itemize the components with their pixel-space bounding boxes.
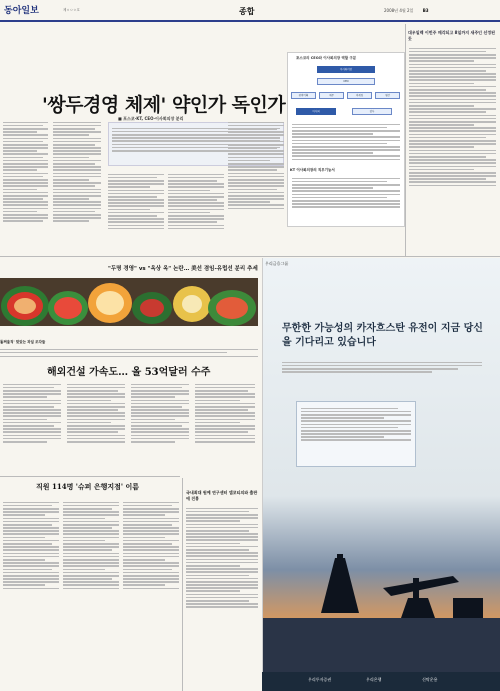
article-divider	[0, 356, 258, 357]
article2-column-3	[131, 382, 189, 444]
article2-column-4	[195, 382, 255, 444]
article3-headline: 직원 114명 '슈퍼 은행지점' 이름	[36, 482, 140, 491]
article3-column-2	[63, 500, 119, 591]
article3-column-1	[3, 500, 59, 591]
main-byline: ■ 포스코·KT, CEO·이사회의장 분리	[118, 116, 184, 121]
diagram-box-marketing: 마케팅	[347, 92, 372, 99]
article-column-4	[168, 172, 224, 231]
article3-column-3	[123, 500, 179, 591]
article4-headline: 국내최대 원예 연구센터 앱코티의와 출판에 진흥	[186, 490, 258, 501]
issue-number: 제ㅇㅇㅇ호	[63, 8, 80, 12]
article-divider-2	[0, 476, 180, 477]
diagram-box-chair: 이사회의장	[317, 66, 375, 73]
ad-footer-bank: 우리은행	[366, 677, 382, 682]
ad-headline: 무한한 가능성의 카자흐스탄 유전이 지금 당신을 기다리고 있습니다	[282, 323, 483, 348]
page-number: B3	[422, 8, 429, 13]
ad-footer-trust: 신탁운용	[422, 677, 438, 682]
date-text: 2008년 4월 2일	[384, 8, 414, 13]
article2-column-2	[67, 382, 125, 444]
ad-info-box	[296, 401, 416, 467]
kt-diagram-title: KT 이사회의장의 직무기능서	[290, 168, 335, 172]
article4-body	[186, 506, 258, 610]
ad-footer	[262, 672, 500, 691]
ad-footer-securities: 우리투자증권	[308, 677, 332, 682]
diagram-title: 포스코의 CEO와 이사회의장 역할 구분	[296, 56, 357, 60]
diagram-box-production: 생산	[375, 92, 400, 99]
article-column-1	[3, 120, 48, 224]
diagram-box-audit: 감사	[352, 108, 392, 115]
article-column-5	[228, 120, 284, 211]
diagram-box-ceo: CEO	[317, 78, 375, 85]
section-title: 종합	[239, 7, 255, 16]
column-divider-2	[182, 478, 183, 691]
newspaper-logo: 동아일보	[4, 6, 39, 16]
diagram-list	[292, 122, 400, 162]
ad-body-text	[282, 360, 482, 374]
photo-caption	[0, 328, 258, 355]
diagram-box-strategy: 전략기획	[291, 92, 316, 99]
kt-list	[292, 176, 400, 209]
diagram-box-board: 이사회	[296, 108, 336, 115]
article-column-2	[53, 120, 101, 224]
main-headline: '쌍두경영 체제' 약인가 독인가	[42, 94, 286, 116]
sidebar-article-body	[409, 46, 496, 188]
caption-title: 돌쩌울직' 맞았는 과일 조각들	[0, 340, 46, 344]
article-column-3	[108, 172, 164, 231]
section-divider	[0, 256, 500, 257]
article2-headline: 해외건설 가속도… 올 53억달러 수주	[47, 367, 211, 378]
main-subhead: "두명 경영" vs "옥상 옥" 논란… 美선 겸임-유럽선 분리 추세	[108, 266, 258, 272]
column-divider	[405, 24, 406, 256]
fruit-photo	[0, 278, 258, 326]
diagram-box-finance: 재무	[319, 92, 344, 99]
ad-brand: 우리금융그룹	[265, 261, 289, 266]
sidebar-headline: 대우일렉 이번주 매각되고 8일까지 새주인 선정된 듯	[408, 30, 496, 41]
article2-column-1	[3, 382, 61, 444]
page-date	[384, 8, 429, 14]
